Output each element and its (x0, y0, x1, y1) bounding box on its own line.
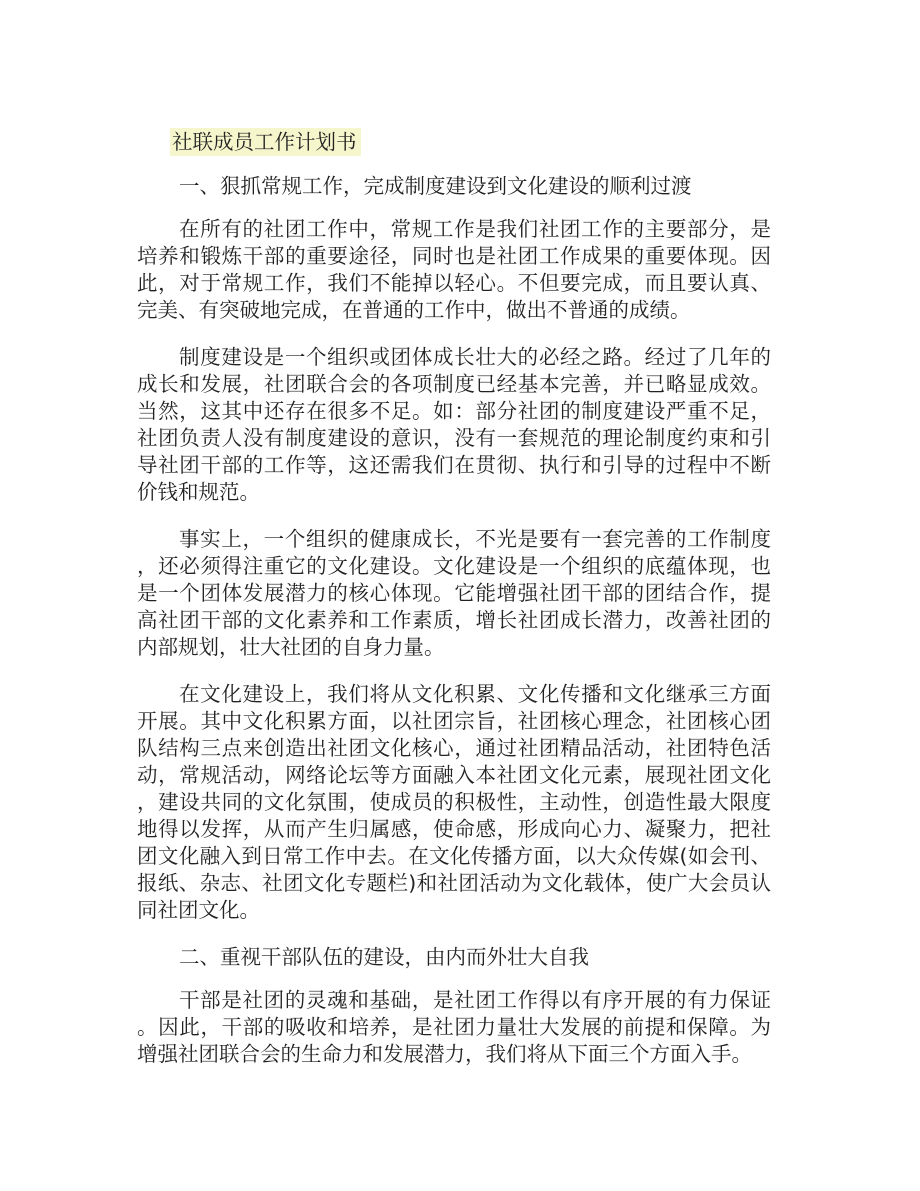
paragraph-line: 动，常规活动，网络论坛等方面融入本社团文化元素，展现社团文化 (137, 763, 771, 787)
document-title-row (137, 129, 771, 156)
section-2-body (137, 987, 771, 1068)
paragraph-line: 事实上，一个组织的健康成长，不光是要有一套完善的工作制度 (179, 527, 771, 551)
paragraph-line: 队结构三点来创造出社团文化核心，通过社团精品活动，社团特色活 (137, 736, 771, 760)
paragraph-line: 培养和锻炼干部的重要途径，同时也是社团工作成果的重要体现。因 (137, 244, 771, 268)
paragraph-line: 内部规划，壮大社团的自身力量。 (137, 635, 445, 659)
paragraph-line: 。因此，干部的吸收和培养，是社团力量壮大发展的前提和保障。为 (137, 1015, 771, 1039)
paragraph-line: 增强社团联合会的生命力和发展潜力，我们将从下面三个方面入手。 (137, 1042, 752, 1066)
paragraph-line: 在所有的社团工作中，常规工作是我们社团工作的主要部分，是 (179, 217, 771, 241)
section-heading-2: 二、重视干部队伍的建设，由内而外壮大自我 (179, 945, 589, 969)
paragraph-line: 导社团干部的工作等，这还需我们在贯彻、执行和引导的过程中不断 (137, 453, 771, 477)
document-page (137, 129, 771, 1088)
section-1-body (137, 216, 771, 924)
paragraph-line: 社团负责人没有制度建设的意识，没有一套规范的理论制度约束和引 (137, 426, 771, 450)
paragraph-line: ，还必须得注重它的文化建设。文化建设是一个组织的底蕴体现，也 (137, 554, 771, 578)
paragraph (137, 344, 771, 506)
paragraph-line: 团文化融入到日常工作中去。在文化传播方面，以大众传媒(如会刊、 (137, 844, 771, 868)
paragraph-line: 成长和发展，社团联合会的各项制度已经基本完善，并已略显成效。 (137, 372, 771, 396)
paragraph-line: 高社团干部的文化素养和工作素质，增长社团成长潜力，改善社团的 (137, 608, 771, 632)
paragraph-line: 开展。其中文化积累方面，以社团宗旨，社团核心理念，社团核心团 (137, 709, 771, 733)
paragraph (137, 681, 771, 924)
paragraph-line: 是一个团体发展潜力的核心体现。它能增强社团干部的团结合作，提 (137, 581, 771, 605)
paragraph (137, 216, 771, 324)
document-title: 社联成员工作计划书 (170, 128, 361, 156)
paragraph-line: 同社团文化。 (137, 898, 260, 922)
paragraph-line: 当然，这其中还存在很多不足。如：部分社团的制度建设严重不足， (137, 399, 771, 423)
paragraph-line: 地得以发挥，从而产生归属感，使命感，形成向心力、凝聚力，把社 (137, 817, 771, 841)
paragraph (137, 987, 771, 1068)
paragraph-line: 干部是社团的灵魂和基础，是社团工作得以有序开展的有力保证 (179, 988, 771, 1012)
section-heading-1: 一、狠抓常规工作，完成制度建设到文化建设的顺利过渡 (179, 174, 692, 198)
paragraph-line: 价钱和规范。 (137, 480, 260, 504)
paragraph-line: 在文化建设上，我们将从文化积累、文化传播和文化继承三方面 (179, 682, 771, 706)
paragraph-line: 完美、有突破地完成，在普通的工作中，做出不普通的成绩。 (137, 298, 691, 322)
paragraph-line: 制度建设是一个组织或团体成长壮大的必经之路。经过了几年的 (179, 345, 771, 369)
paragraph-line: 报纸、杂志、社团文化专题栏)和社团活动为文化载体，使广大会员认 (137, 871, 771, 895)
paragraph-line: 此，对于常规工作，我们不能掉以轻心。不但要完成，而且要认真、 (137, 271, 771, 295)
paragraph (137, 526, 771, 661)
paragraph-line: ，建设共同的文化氛围，使成员的积极性，主动性，创造性最大限度 (137, 790, 771, 814)
